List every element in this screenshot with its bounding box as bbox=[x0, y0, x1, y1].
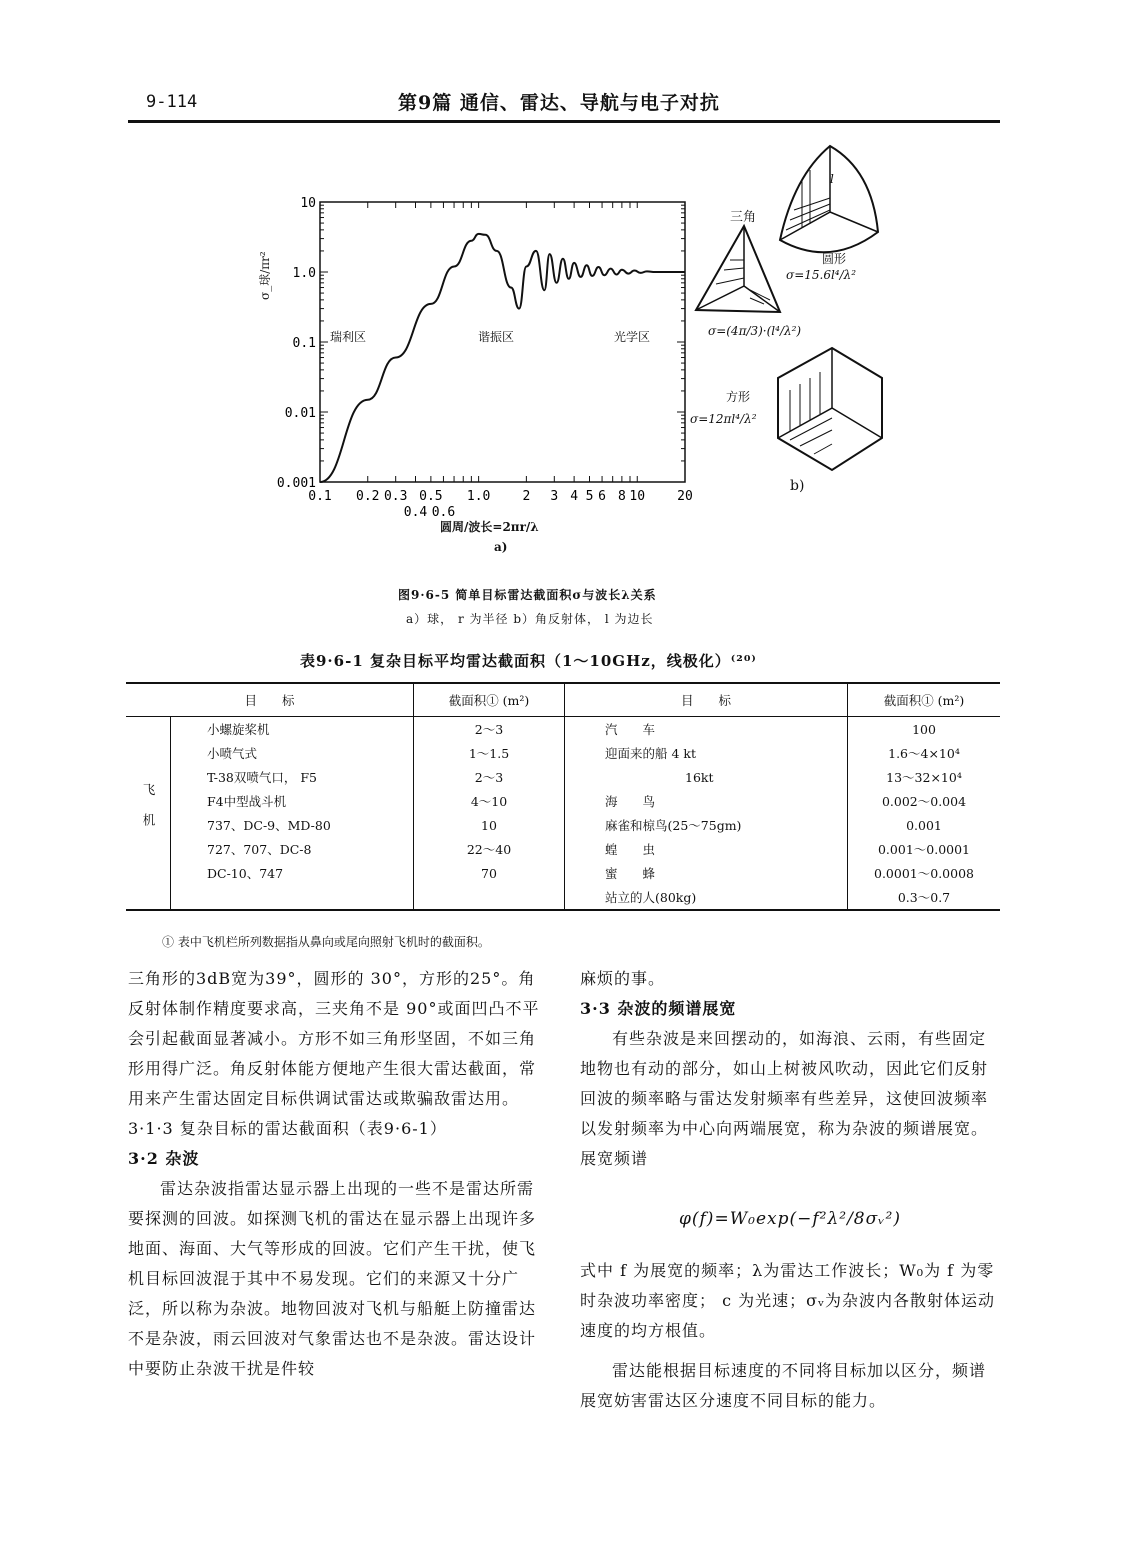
section-heading: 3·1·3 复杂目标的雷达截面积（表9·6-1） bbox=[128, 1119, 447, 1138]
paragraph: 雷达杂波指雷达显示器上出现的一些不是雷达所需要探测的回波。如探测飞机的雷达在显示器上出现许多地面、海面、大气等形成的回波。它们产生干扰，使飞机目标回波混于其中不易发现。它们的来源又十分广泛，所以称为杂波。地物回波对飞机与船艇上防撞雷达不是杂波，雨云回波对气象雷达也不是杂波。雷达设计中要防止杂波干扰是件较 bbox=[128, 1179, 537, 1378]
target-cell: 迎面来的船 4 kt bbox=[565, 741, 848, 765]
table-title: 表9·6-1 复杂目标平均雷达截面积（1～10GHz，线极化）⁽²⁰⁾ bbox=[300, 652, 757, 670]
paragraph: 雷达能根据目标速度的不同将目标加以区分，频谱展宽妨害雷达区分速度不同目标的能力。 bbox=[580, 1361, 987, 1410]
circle-label: 圆形 bbox=[822, 252, 847, 266]
paragraph: 有些杂波是来回摆动的，如海浪、云雨，有些固定地物也有动的部分，如山上树被风吹动，因此它们反射回波的频率略与雷达发射频率有些差异，这使回波频率以发射频率为中心向两端展宽，称为杂波的频谱展宽。展宽频谱 bbox=[580, 1029, 989, 1168]
section-heading: 3·2 杂波 bbox=[128, 1149, 200, 1168]
area-cell: 0.001～0.0001 bbox=[848, 837, 1001, 861]
area-cell bbox=[414, 885, 565, 910]
table-row bbox=[126, 741, 1000, 765]
target-cell: 汽 车 bbox=[565, 717, 848, 742]
x-tick-label: 8 bbox=[617, 489, 626, 504]
section-heading: 3·3 杂波的频谱展宽 bbox=[580, 999, 737, 1018]
region-optical: 光学区 bbox=[614, 330, 651, 344]
area-cell: 13～32×10⁴ bbox=[848, 765, 1001, 789]
table-row bbox=[126, 885, 1000, 910]
x-axis-label: 圆周/波长=2πr/λ bbox=[440, 520, 539, 534]
x-tick-label: 6 bbox=[598, 489, 606, 504]
y-tick-label: 0.1 bbox=[292, 336, 316, 351]
target-cell: 小喷气式 bbox=[207, 746, 258, 761]
triangle-formula: σ=(4π/3)·(l⁴/λ²) bbox=[708, 324, 802, 338]
target-cell: F4中型战斗机 bbox=[207, 794, 287, 809]
target-cell: 麻雀和椋鸟(25～75gm) bbox=[565, 813, 848, 837]
rcs-table bbox=[126, 682, 1000, 911]
page-number: 9-114 bbox=[146, 92, 198, 112]
triangle-label: 三角 bbox=[730, 210, 757, 225]
target-cell: 站立的人(80kg) bbox=[565, 885, 848, 910]
table-row bbox=[126, 717, 1000, 742]
table-row bbox=[126, 837, 1000, 861]
y-tick-label: 10 bbox=[300, 196, 316, 211]
y-axis-label: σ_球/πr² bbox=[258, 251, 272, 300]
area-cell: 2～3 bbox=[414, 717, 565, 742]
square-formula: σ=12πl⁴/λ² bbox=[690, 412, 757, 426]
formula: φ(f)=W₀exp(−f²λ²/8σᵥ²) bbox=[678, 1209, 902, 1229]
x-tick-label: 10 bbox=[629, 489, 646, 504]
x-tick-label: 0.2 bbox=[356, 489, 380, 504]
col-target-right: 目 标 bbox=[565, 683, 848, 717]
target-cell: 小螺旋桨机 bbox=[207, 722, 270, 737]
table-row bbox=[126, 765, 1000, 789]
chart-ticks bbox=[277, 196, 693, 520]
area-cell: 22～40 bbox=[414, 837, 565, 861]
col-area-left: 截面积① (m²) bbox=[414, 683, 565, 717]
paragraph: 三角形的3dB宽为39°，圆形的 30°，方形的25°。角反射体制作精度要求高，三夹角不是 90°或面凹凸不平会引起截面显著减小。方形不如三角形坚固，不如三角形用得广泛。角反射体能方便地产生很大雷达截面，常用来产生雷达固定目标供调试雷达或欺骗敌雷达用。 bbox=[128, 969, 540, 1108]
target-cell: 蝗 虫 bbox=[565, 837, 848, 861]
target-cell: 737、DC-9、MD-80 bbox=[207, 818, 331, 833]
paragraph: 麻烦的事。 bbox=[580, 969, 666, 988]
sublabel-b: b) bbox=[790, 478, 805, 494]
table-footnote: ① 表中飞机栏所列数据指从鼻向或尾向照射飞机时的截面积。 bbox=[162, 935, 490, 949]
x-tick-label: 1.0 bbox=[466, 489, 491, 504]
group-label: 飞机 bbox=[126, 717, 171, 911]
area-cell: 0.3～0.7 bbox=[848, 885, 1001, 910]
table-row bbox=[126, 789, 1000, 813]
target-cell: DC-10、747 bbox=[207, 866, 284, 881]
target-cell: 16kt bbox=[565, 765, 848, 789]
sublabel-a: a) bbox=[494, 540, 508, 554]
square-label: 方形 bbox=[726, 390, 751, 404]
region-rayleigh: 瑞利区 bbox=[330, 330, 367, 344]
figure-caption: 图9·6-5 简单目标雷达截面积σ与波长λ关系 bbox=[398, 588, 657, 602]
area-cell: 4～10 bbox=[414, 789, 565, 813]
area-cell: 0.0001～0.0008 bbox=[848, 861, 1001, 885]
target-cell: 海 鸟 bbox=[565, 789, 848, 813]
area-cell: 2～3 bbox=[414, 765, 565, 789]
region-resonance: 谐振区 bbox=[478, 330, 515, 344]
x-tick-label: 0.6 bbox=[431, 505, 456, 520]
target-cell: 727、707、DC-8 bbox=[207, 842, 312, 857]
area-cell: 10 bbox=[414, 813, 565, 837]
triangle-reflector bbox=[696, 226, 780, 312]
figure-subcaption: a）球， r 为半径 b）角反射体， l 为边长 bbox=[406, 612, 654, 626]
table-row bbox=[126, 813, 1000, 837]
area-cell: 100 bbox=[848, 717, 1001, 742]
y-tick-label: 1.0 bbox=[292, 266, 316, 281]
edge-label: l bbox=[830, 172, 834, 186]
x-tick-label: 0.1 bbox=[308, 489, 332, 504]
x-tick-label: 3 bbox=[550, 489, 559, 504]
col-target-left: 目 标 bbox=[126, 683, 414, 717]
left-column bbox=[128, 964, 548, 1384]
x-tick-label: 0.4 bbox=[403, 505, 428, 520]
area-cell: 0.002～0.004 bbox=[848, 789, 1001, 813]
series-line bbox=[320, 234, 685, 482]
area-cell: 0.001 bbox=[848, 813, 1001, 837]
right-column bbox=[580, 964, 1000, 1416]
round-reflector bbox=[780, 146, 878, 252]
corner-reflectors bbox=[690, 140, 910, 500]
paragraph: 式中 f 为展宽的频率；λ为雷达工作波长；W₀为 f 为零时杂波功率密度； c 为光速；σᵥ为杂波内各散射体运动速度的均方根值。 bbox=[580, 1261, 996, 1340]
chapter-title: 第9篇 通信、雷达、导航与电子对抗 bbox=[398, 92, 720, 114]
x-tick-label: 2 bbox=[522, 489, 531, 504]
area-cell: 70 bbox=[414, 861, 565, 885]
x-tick-label: 0.5 bbox=[419, 489, 443, 504]
x-tick-label: 5 bbox=[585, 489, 594, 504]
x-tick-label: 20 bbox=[677, 489, 693, 504]
x-tick-label: 0.3 bbox=[383, 489, 408, 504]
target-cell: 蜜 蜂 bbox=[565, 861, 848, 885]
col-area-right: 截面积① (m²) bbox=[848, 683, 1001, 717]
area-cell: 1.6～4×10⁴ bbox=[848, 741, 1001, 765]
target-cell: T-38双喷气口， F5 bbox=[207, 770, 317, 785]
table-row bbox=[126, 861, 1000, 885]
area-cell: 1～1.5 bbox=[414, 741, 565, 765]
circle-formula: σ=15.6l⁴/λ² bbox=[786, 268, 857, 282]
rcs-sphere-chart bbox=[250, 180, 730, 560]
y-tick-label: 0.01 bbox=[284, 406, 316, 421]
square-reflector bbox=[778, 348, 882, 470]
x-tick-label: 4 bbox=[570, 489, 579, 504]
target-cell bbox=[171, 885, 414, 910]
header-rule bbox=[128, 120, 1000, 123]
y-tick-label: 0.001 bbox=[276, 476, 316, 491]
